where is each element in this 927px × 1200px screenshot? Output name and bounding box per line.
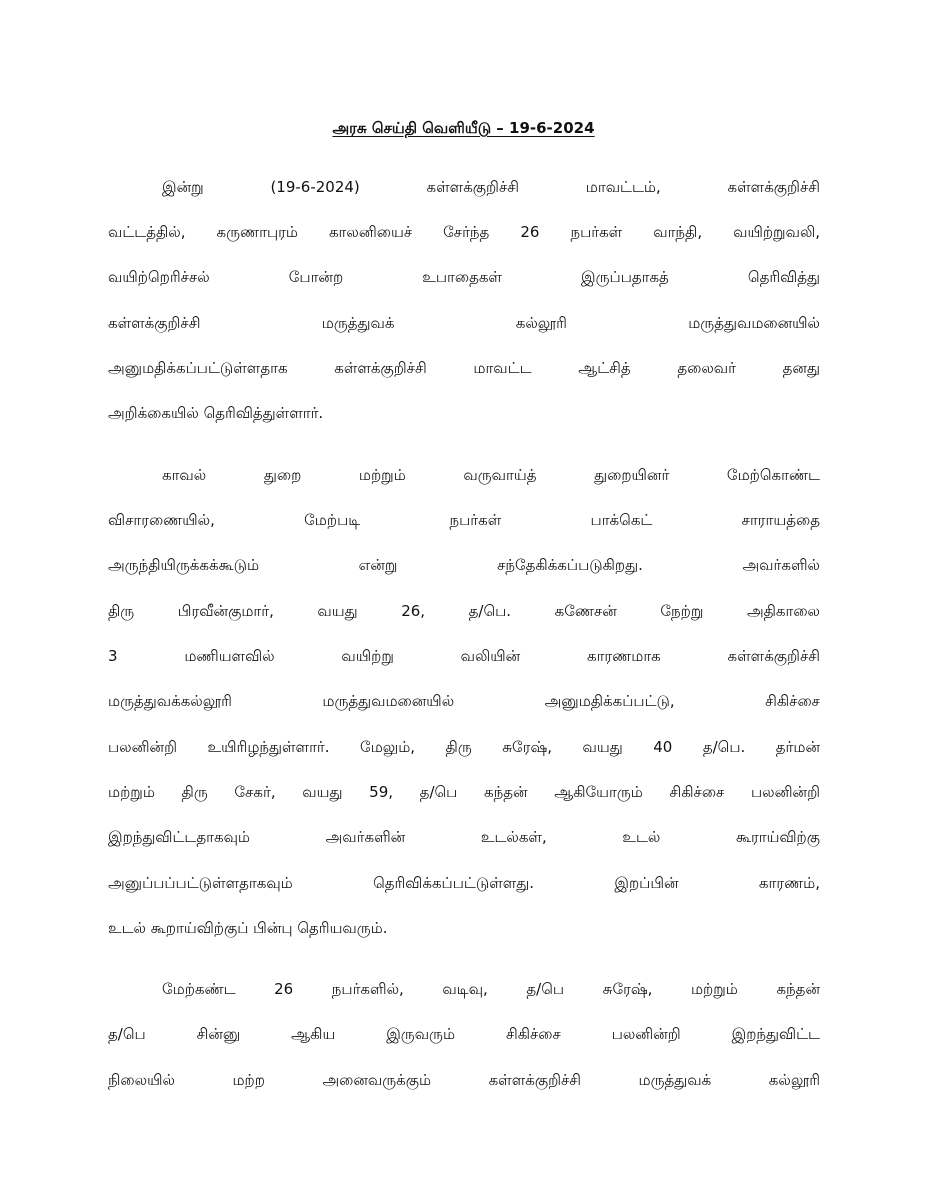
paragraph-1-line-2: வட்டத்தில், கருணாபுரம் காலனியைச் சேர்ந்த 26 நபர்கள் வாந்தி, வயிற்றுவலி, bbox=[108, 223, 820, 241]
document-title bbox=[0, 117, 927, 139]
paragraph-1-line-3: வயிற்றெரிச்சல் போன்ற உபாதைகள் இருப்பதாகத் தெரிவித்து bbox=[108, 268, 820, 286]
paragraph-1-line-6: அறிக்கையில் தெரிவித்துள்ளார். bbox=[108, 404, 324, 422]
paragraph-2-line-2: விசாரணையில், மேற்படி நபர்கள் பாக்கெட் சாராயத்தை bbox=[108, 511, 820, 529]
paragraph-1-line-4: கள்ளக்குறிச்சி மருத்துவக் கல்லூரி மருத்துவமனையில் bbox=[108, 314, 820, 332]
paragraph-2-line-7: பலனின்றி உயிரிழந்துள்ளார். மேலும், திரு சுரேஷ், வயது 40 த/பெ. தர்மன் bbox=[108, 738, 820, 756]
title-text: அரசு செய்தி வெளியீடு – 19-6-2024 bbox=[332, 119, 595, 137]
paragraph-3-line-2: த/பெ சின்னு ஆகிய இருவரும் சிகிச்சை பலனின்றி இறந்துவிட்ட bbox=[108, 1025, 820, 1043]
paragraph-2-line-11: உடல் கூறாய்விற்குப் பின்பு தெரியவரும். bbox=[108, 919, 388, 937]
paragraph-3-line-1: மேற்கண்ட 26 நபர்களில், வடிவு, த/பெ சுரேஷ், மற்றும் கந்தன் bbox=[162, 980, 820, 998]
paragraph-2-line-5: 3 மணியளவில் வயிற்று வலியின் காரணமாக கள்ளக்குறிச்சி bbox=[108, 647, 820, 665]
paragraph-3-line-3: நிலையில் மற்ற அனைவருக்கும் கள்ளக்குறிச்சி மருத்துவக் கல்லூரி bbox=[108, 1071, 820, 1089]
paragraph-2-line-6: மருத்துவக்கல்லூரி மருத்துவமனையில் அனுமதிக்கப்பட்டு, சிகிச்சை bbox=[108, 692, 820, 710]
paragraph-2-line-10: அனுப்பப்பட்டுள்ளதாகவும் தெரிவிக்கப்பட்டுள்ளது. இறப்பின் காரணம், bbox=[108, 874, 820, 892]
paragraph-2-line-8: மற்றும் திரு சேகர், வயது 59, த/பெ கந்தன் ஆகியோரும் சிகிச்சை பலனின்றி bbox=[108, 783, 820, 801]
paragraph-2-line-4: திரு பிரவீன்குமார், வயது 26, த/பெ. கணேசன் நேற்று அதிகாலை bbox=[108, 602, 820, 620]
paragraph-2-line-1: காவல் துறை மற்றும் வருவாய்த் துறையினர் மேற்கொண்ட bbox=[162, 466, 820, 484]
paragraph-1-line-1: இன்று (19-6-2024) கள்ளக்குறிச்சி மாவட்டம், கள்ளக்குறிச்சி bbox=[162, 178, 820, 196]
paragraph-1-line-5: அனுமதிக்கப்பட்டுள்ளதாக கள்ளக்குறிச்சி மாவட்ட ஆட்சித் தலைவர் தனது bbox=[108, 359, 820, 377]
paragraph-2-line-3: அருந்தியிருக்கக்கூடும் என்று சந்தேகிக்கப்படுகிறது. அவர்களில் bbox=[108, 556, 820, 574]
paragraph-2-line-9: இறந்துவிட்டதாகவும் அவர்களின் உடல்கள், உடல் கூராய்விற்கு bbox=[108, 828, 820, 846]
